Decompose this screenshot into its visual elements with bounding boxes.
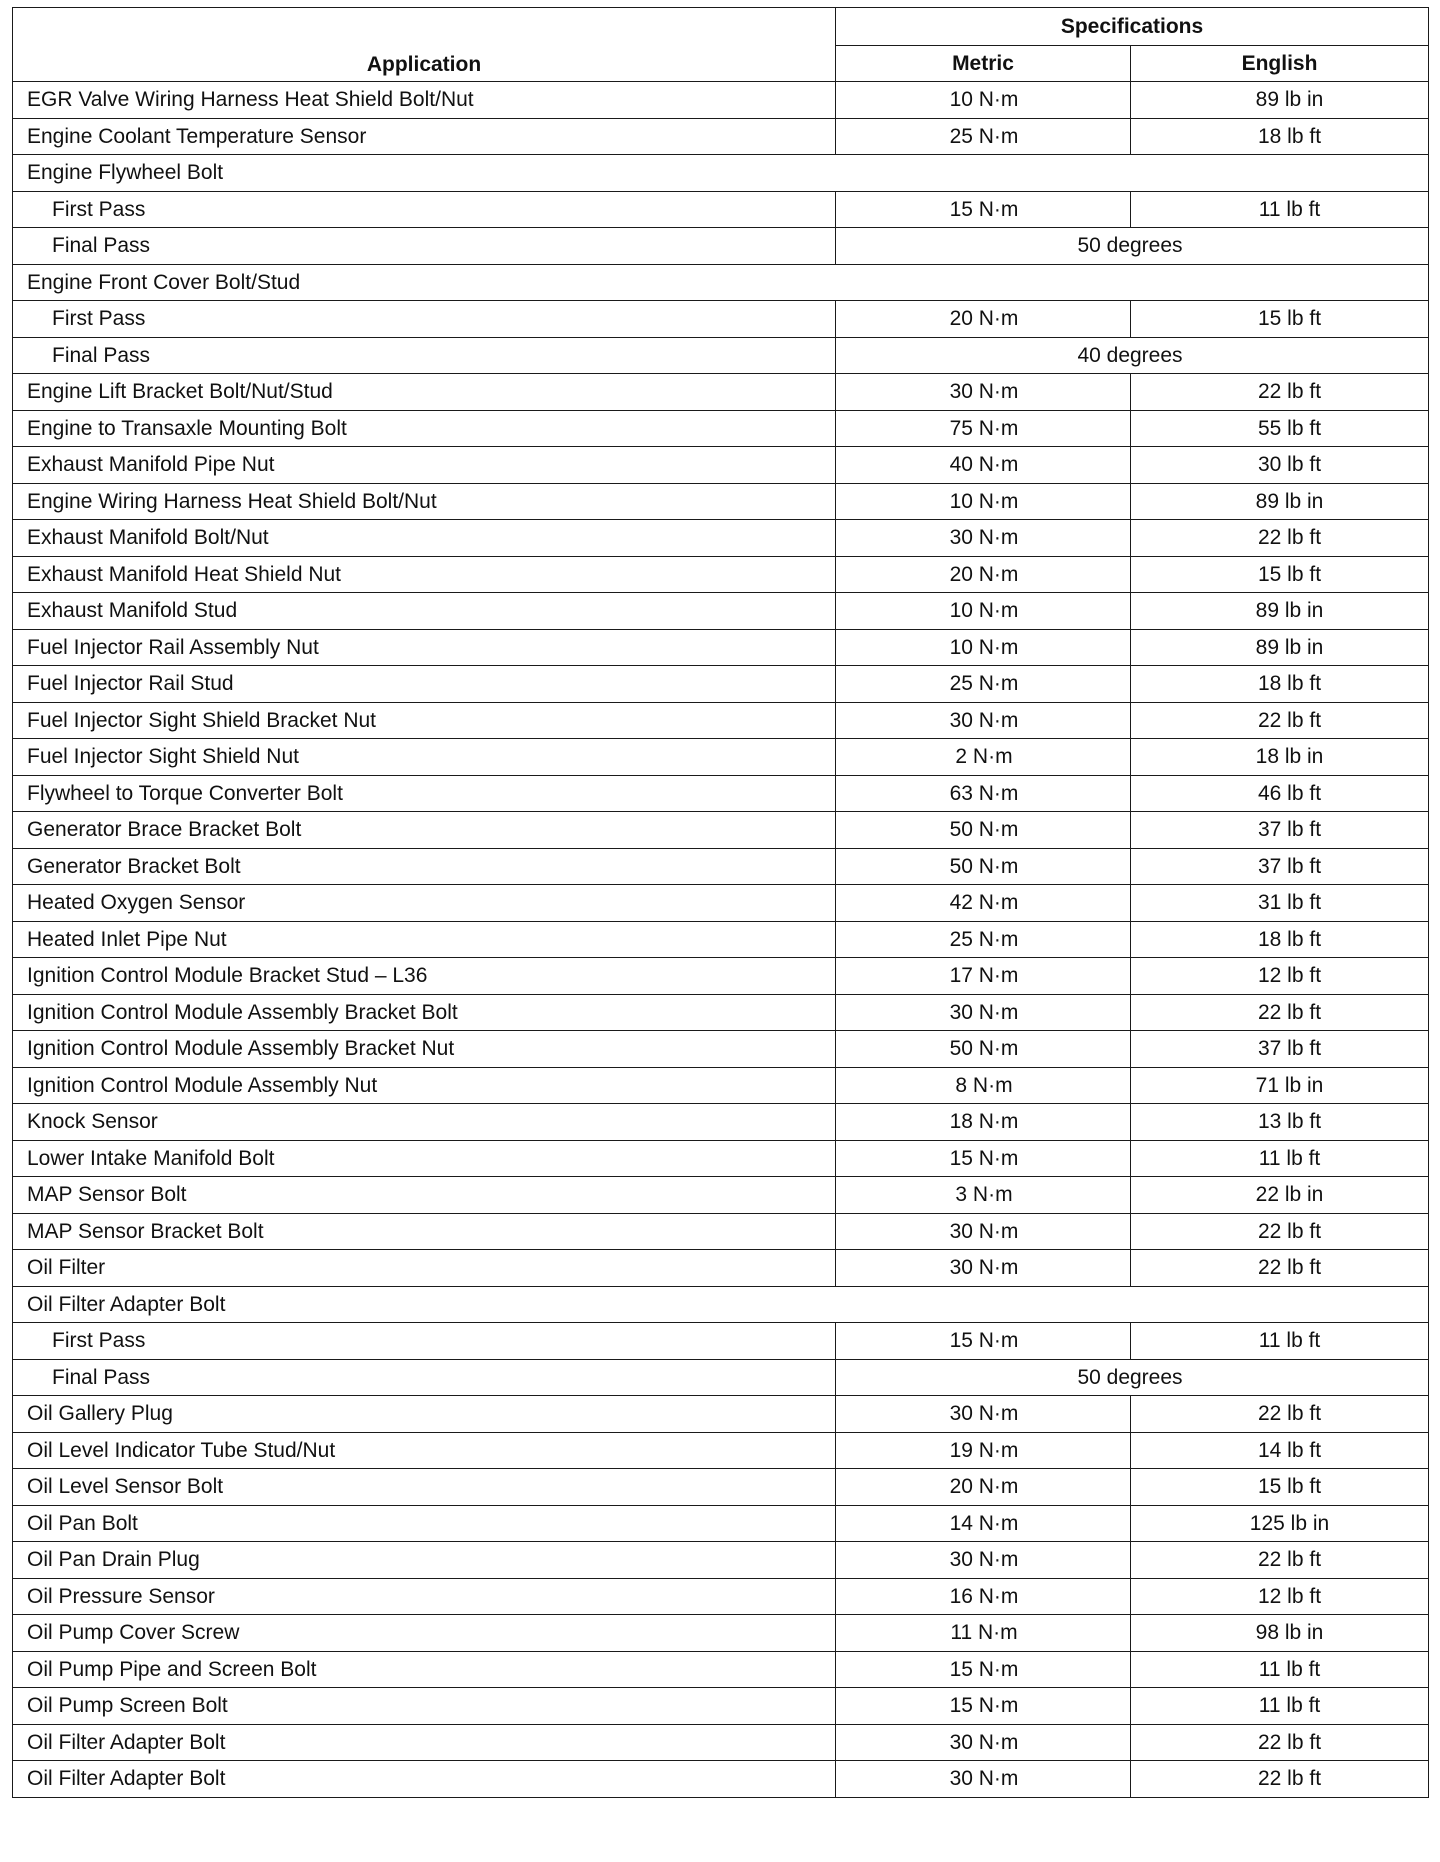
table-row (13, 374, 1429, 411)
application-cell: Fuel Injector Sight Shield Nut (13, 739, 836, 776)
application-cell: Knock Sensor (13, 1104, 836, 1141)
application-cell: First Pass (13, 1323, 836, 1360)
application-cell: Generator Bracket Bolt (13, 848, 836, 885)
application-cell: Engine Front Cover Bolt/Stud (13, 264, 1429, 301)
table-row (13, 739, 1429, 776)
table-row (13, 556, 1429, 593)
english-value-cell: 22 lb in (1131, 1177, 1429, 1214)
application-cell: Engine to Transaxle Mounting Bolt (13, 410, 836, 447)
application-cell: Oil Pump Cover Screw (13, 1615, 836, 1652)
metric-value-cell: 30 N·m (836, 994, 1131, 1031)
metric-value-cell: 50 N·m (836, 1031, 1131, 1068)
application-cell: Ignition Control Module Assembly Bracket Bolt (13, 994, 836, 1031)
metric-value-cell: 75 N·m (836, 410, 1131, 447)
table-row (13, 629, 1429, 666)
english-value-cell: 89 lb in (1131, 629, 1429, 666)
table-row (13, 483, 1429, 520)
english-value-cell: 98 lb in (1131, 1615, 1429, 1652)
application-cell: Oil Pan Drain Plug (13, 1542, 836, 1579)
english-value-cell: 125 lb in (1131, 1505, 1429, 1542)
fastener-torque-spec-table (12, 7, 1429, 1798)
application-cell: Ignition Control Module Assembly Bracket Nut (13, 1031, 836, 1068)
metric-value-cell: 20 N·m (836, 556, 1131, 593)
english-value-cell: 15 lb ft (1131, 1469, 1429, 1506)
english-value-cell: 18 lb in (1131, 739, 1429, 776)
metric-value-cell: 15 N·m (836, 1140, 1131, 1177)
metric-value-cell: 8 N·m (836, 1067, 1131, 1104)
metric-value-cell: 17 N·m (836, 958, 1131, 995)
application-cell: Heated Oxygen Sensor (13, 885, 836, 922)
table-row (13, 1578, 1429, 1615)
application-cell: Engine Wiring Harness Heat Shield Bolt/Nut (13, 483, 836, 520)
english-value-cell: 55 lb ft (1131, 410, 1429, 447)
metric-value-cell: 15 N·m (836, 191, 1131, 228)
angle-spec-cell: 50 degrees (836, 1359, 1429, 1396)
metric-value-cell: 30 N·m (836, 1542, 1131, 1579)
metric-value-cell: 19 N·m (836, 1432, 1131, 1469)
application-cell: Final Pass (13, 337, 836, 374)
english-value-cell: 18 lb ft (1131, 921, 1429, 958)
english-value-cell: 22 lb ft (1131, 1396, 1429, 1433)
metric-value-cell: 15 N·m (836, 1688, 1131, 1725)
metric-value-cell: 40 N·m (836, 447, 1131, 484)
table-group-row (13, 155, 1429, 192)
application-cell: Final Pass (13, 1359, 836, 1396)
metric-value-cell: 30 N·m (836, 1250, 1131, 1287)
english-value-cell: 31 lb ft (1131, 885, 1429, 922)
metric-value-cell: 18 N·m (836, 1104, 1131, 1141)
metric-value-cell: 10 N·m (836, 593, 1131, 630)
application-cell: Exhaust Manifold Stud (13, 593, 836, 630)
application-cell: Oil Filter (13, 1250, 836, 1287)
table-row (13, 848, 1429, 885)
table-row (13, 775, 1429, 812)
table-row (13, 118, 1429, 155)
table-row (13, 1724, 1429, 1761)
table-row (13, 1140, 1429, 1177)
english-value-cell: 11 lb ft (1131, 1651, 1429, 1688)
table-subrow (13, 228, 1429, 265)
metric-value-cell: 30 N·m (836, 1724, 1131, 1761)
application-cell: Oil Gallery Plug (13, 1396, 836, 1433)
table-header (13, 8, 1429, 82)
application-cell: MAP Sensor Bolt (13, 1177, 836, 1214)
specifications-group-header: Specifications (836, 8, 1429, 46)
table-row (13, 1761, 1429, 1798)
application-cell: First Pass (13, 301, 836, 338)
application-cell: Fuel Injector Rail Assembly Nut (13, 629, 836, 666)
table-group-row (13, 1286, 1429, 1323)
application-cell: Final Pass (13, 228, 836, 265)
english-value-cell: 11 lb ft (1131, 191, 1429, 228)
application-cell: Fuel Injector Sight Shield Bracket Nut (13, 702, 836, 739)
metric-value-cell: 20 N·m (836, 301, 1131, 338)
english-value-cell: 37 lb ft (1131, 848, 1429, 885)
application-cell: Engine Coolant Temperature Sensor (13, 118, 836, 155)
metric-value-cell: 30 N·m (836, 1396, 1131, 1433)
metric-value-cell: 30 N·m (836, 374, 1131, 411)
table-row (13, 1651, 1429, 1688)
application-cell: Oil Pump Screen Bolt (13, 1688, 836, 1725)
table-row (13, 1432, 1429, 1469)
english-value-cell: 18 lb ft (1131, 118, 1429, 155)
metric-value-cell: 30 N·m (836, 702, 1131, 739)
table-row (13, 1505, 1429, 1542)
metric-value-cell: 15 N·m (836, 1323, 1131, 1360)
table-row (13, 1104, 1429, 1141)
metric-value-cell: 2 N·m (836, 739, 1131, 776)
table-row (13, 593, 1429, 630)
table-row (13, 885, 1429, 922)
english-value-cell: 11 lb ft (1131, 1323, 1429, 1360)
application-cell: Ignition Control Module Assembly Nut (13, 1067, 836, 1104)
table-row (13, 1615, 1429, 1652)
table-row (13, 702, 1429, 739)
english-value-cell: 22 lb ft (1131, 520, 1429, 557)
application-cell: Exhaust Manifold Pipe Nut (13, 447, 836, 484)
metric-value-cell: 20 N·m (836, 1469, 1131, 1506)
application-cell: Engine Lift Bracket Bolt/Nut/Stud (13, 374, 836, 411)
english-value-cell: 15 lb ft (1131, 301, 1429, 338)
english-value-cell: 22 lb ft (1131, 1761, 1429, 1798)
english-value-cell: 22 lb ft (1131, 374, 1429, 411)
table-row (13, 520, 1429, 557)
table-row (13, 994, 1429, 1031)
application-column-header: Application (13, 8, 836, 82)
table-subrow (13, 301, 1429, 338)
application-cell: Oil Filter Adapter Bolt (13, 1724, 836, 1761)
english-value-cell: 12 lb ft (1131, 1578, 1429, 1615)
table-body (13, 82, 1429, 1798)
english-column-header: English (1131, 46, 1429, 82)
application-cell: First Pass (13, 191, 836, 228)
english-value-cell: 89 lb in (1131, 82, 1429, 119)
metric-value-cell: 15 N·m (836, 1651, 1131, 1688)
angle-spec-cell: 50 degrees (836, 228, 1429, 265)
english-value-cell: 71 lb in (1131, 1067, 1429, 1104)
table-row (13, 1067, 1429, 1104)
metric-value-cell: 25 N·m (836, 921, 1131, 958)
application-cell: Heated Inlet Pipe Nut (13, 921, 836, 958)
application-cell: Exhaust Manifold Heat Shield Nut (13, 556, 836, 593)
application-cell: Fuel Injector Rail Stud (13, 666, 836, 703)
english-value-cell: 37 lb ft (1131, 812, 1429, 849)
english-value-cell: 22 lb ft (1131, 1542, 1429, 1579)
application-cell: Oil Filter Adapter Bolt (13, 1761, 836, 1798)
metric-value-cell: 50 N·m (836, 848, 1131, 885)
table-row (13, 1396, 1429, 1433)
english-value-cell: 13 lb ft (1131, 1104, 1429, 1141)
table-row (13, 410, 1429, 447)
metric-value-cell: 11 N·m (836, 1615, 1131, 1652)
application-cell: Oil Pump Pipe and Screen Bolt (13, 1651, 836, 1688)
english-value-cell: 18 lb ft (1131, 666, 1429, 703)
table-subrow (13, 337, 1429, 374)
application-cell: Oil Level Indicator Tube Stud/Nut (13, 1432, 836, 1469)
table-row (13, 666, 1429, 703)
metric-value-cell: 63 N·m (836, 775, 1131, 812)
metric-value-cell: 30 N·m (836, 1761, 1131, 1798)
table-row (13, 1688, 1429, 1725)
angle-spec-cell: 40 degrees (836, 337, 1429, 374)
table-row (13, 921, 1429, 958)
table-subrow (13, 191, 1429, 228)
english-value-cell: 22 lb ft (1131, 1250, 1429, 1287)
table-row (13, 1542, 1429, 1579)
table-subrow (13, 1359, 1429, 1396)
application-cell: Flywheel to Torque Converter Bolt (13, 775, 836, 812)
table-row (13, 447, 1429, 484)
application-cell: Oil Filter Adapter Bolt (13, 1286, 1429, 1323)
table-row (13, 958, 1429, 995)
english-value-cell: 89 lb in (1131, 593, 1429, 630)
application-cell: Exhaust Manifold Bolt/Nut (13, 520, 836, 557)
table-row (13, 1031, 1429, 1068)
english-value-cell: 30 lb ft (1131, 447, 1429, 484)
application-cell: Lower Intake Manifold Bolt (13, 1140, 836, 1177)
metric-value-cell: 42 N·m (836, 885, 1131, 922)
table-row (13, 1469, 1429, 1506)
table-subrow (13, 1323, 1429, 1360)
english-value-cell: 89 lb in (1131, 483, 1429, 520)
metric-value-cell: 50 N·m (836, 812, 1131, 849)
application-cell: Ignition Control Module Bracket Stud – L36 (13, 958, 836, 995)
english-value-cell: 22 lb ft (1131, 1213, 1429, 1250)
english-value-cell: 37 lb ft (1131, 1031, 1429, 1068)
table-row (13, 1177, 1429, 1214)
english-value-cell: 22 lb ft (1131, 702, 1429, 739)
metric-value-cell: 25 N·m (836, 118, 1131, 155)
application-cell: Engine Flywheel Bolt (13, 155, 1429, 192)
english-value-cell: 12 lb ft (1131, 958, 1429, 995)
application-cell: Oil Pressure Sensor (13, 1578, 836, 1615)
english-value-cell: 15 lb ft (1131, 556, 1429, 593)
table-row (13, 812, 1429, 849)
metric-value-cell: 25 N·m (836, 666, 1131, 703)
metric-value-cell: 30 N·m (836, 1213, 1131, 1250)
table-row (13, 82, 1429, 119)
metric-value-cell: 10 N·m (836, 629, 1131, 666)
metric-value-cell: 30 N·m (836, 520, 1131, 557)
application-cell: Oil Pan Bolt (13, 1505, 836, 1542)
application-cell: MAP Sensor Bracket Bolt (13, 1213, 836, 1250)
table-group-row (13, 264, 1429, 301)
english-value-cell: 22 lb ft (1131, 1724, 1429, 1761)
english-value-cell: 11 lb ft (1131, 1688, 1429, 1725)
metric-value-cell: 10 N·m (836, 82, 1131, 119)
application-cell: Generator Brace Bracket Bolt (13, 812, 836, 849)
application-cell: Oil Level Sensor Bolt (13, 1469, 836, 1506)
metric-value-cell: 10 N·m (836, 483, 1131, 520)
english-value-cell: 22 lb ft (1131, 994, 1429, 1031)
metric-value-cell: 16 N·m (836, 1578, 1131, 1615)
english-value-cell: 46 lb ft (1131, 775, 1429, 812)
metric-value-cell: 14 N·m (836, 1505, 1131, 1542)
english-value-cell: 11 lb ft (1131, 1140, 1429, 1177)
english-value-cell: 14 lb ft (1131, 1432, 1429, 1469)
metric-column-header: Metric (836, 46, 1131, 82)
metric-value-cell: 3 N·m (836, 1177, 1131, 1214)
application-cell: EGR Valve Wiring Harness Heat Shield Bolt/Nut (13, 82, 836, 119)
table-row (13, 1213, 1429, 1250)
table-row (13, 1250, 1429, 1287)
